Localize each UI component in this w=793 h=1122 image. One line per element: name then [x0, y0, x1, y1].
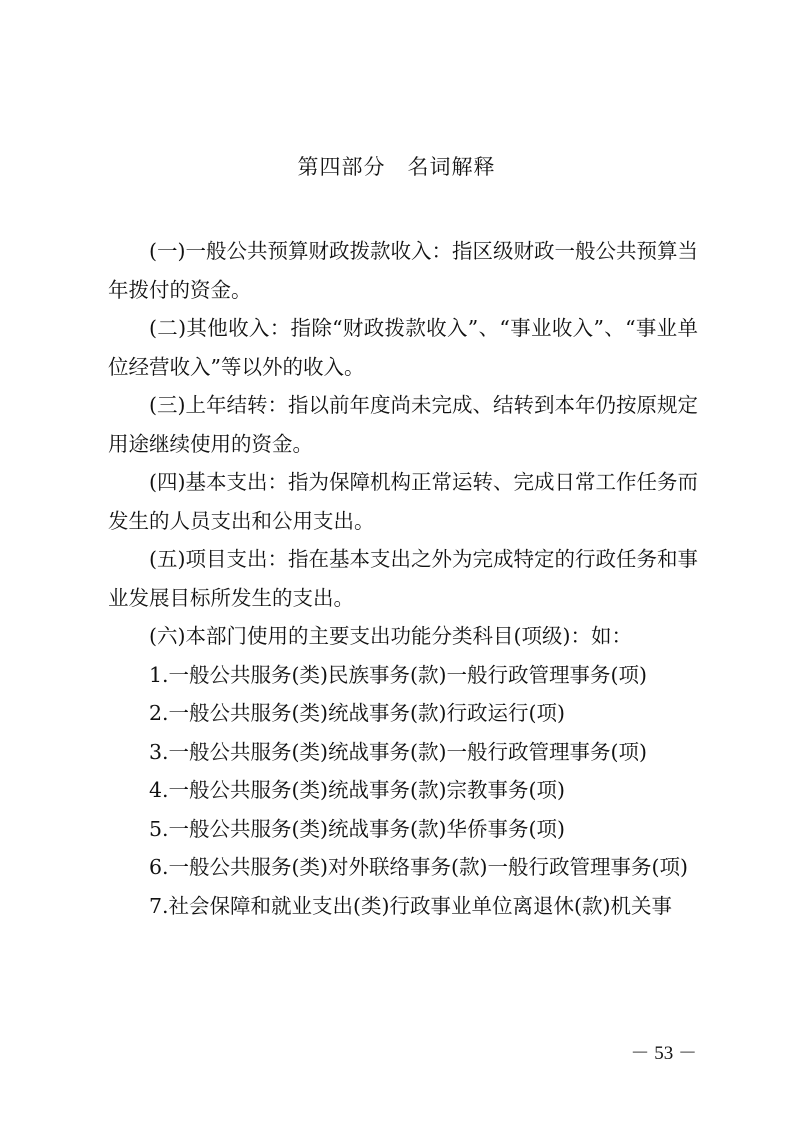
- document-body: [108, 232, 698, 925]
- page-number: － 53 －: [630, 1043, 697, 1064]
- paragraph-project-expenditure: (五)项目支出：指在基本支出之外为完成特定的行政任务和事业发展目标所发生的支出。: [108, 547, 698, 610]
- list-item: 7.社会保障和就业支出(类)行政事业单位离退休(款)机关事: [149, 893, 673, 918]
- list-item: 3.一般公共服务(类)统战事务(款)一般行政管理事务(项): [149, 739, 648, 764]
- paragraph-general-budget-income: (一)一般公共预算财政拨款收入：指区级财政一般公共预算当年拨付的资金。: [108, 239, 698, 302]
- section-title: 第四部分 名词解释: [297, 155, 496, 179]
- paragraph-functional-classification: (六)本部门使用的主要支出功能分类科目(项级)：如：: [149, 624, 632, 648]
- paragraph-prior-year-carryover: (三)上年结转：指以前年度尚未完成、结转到本年仍按原规定用途继续使用的资金。: [108, 393, 698, 456]
- paragraph-basic-expenditure: (四)基本支出：指为保障机构正常运转、完成日常工作任务而发生的人员支出和公用支出。: [108, 470, 698, 533]
- list-item: 4.一般公共服务(类)统战事务(款)宗教事务(项): [149, 778, 566, 802]
- list-item: 5.一般公共服务(类)统战事务(款)华侨事务(项): [149, 816, 566, 841]
- list-item: 2.一般公共服务(类)统战事务(款)行政运行(项): [149, 701, 566, 725]
- list-item: 6.一般公共服务(类)对外联络事务(款)一般行政管理事务(项): [149, 855, 689, 879]
- paragraph-other-income: (二)其他收入：指除“财政拨款收入”、“事业收入”、“事业单位经营收入”等以外的收入。: [108, 316, 698, 379]
- list-item: 1.一般公共服务(类)民族事务(款)一般行政管理事务(项): [149, 662, 648, 687]
